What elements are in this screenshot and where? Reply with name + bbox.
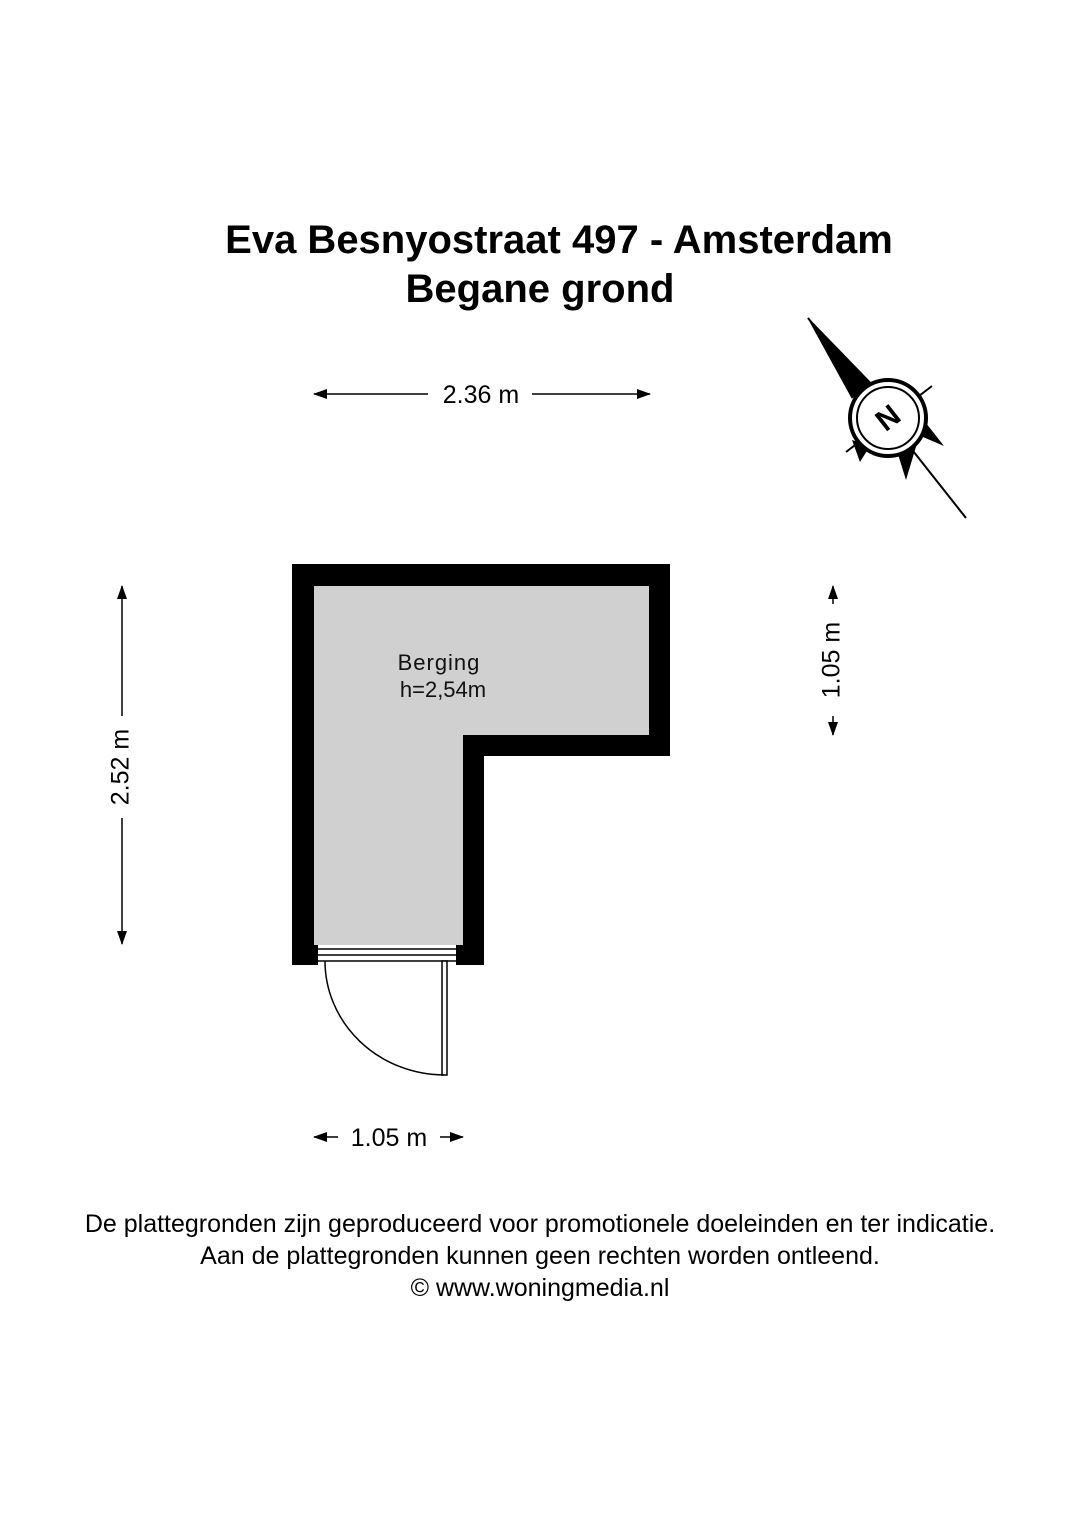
- dimension-bottom-width-label: 1.05 m: [350, 1124, 428, 1152]
- north-arrow-compass-icon: [808, 318, 966, 518]
- compass-north-label: N: [869, 398, 908, 439]
- dimension-right-height-label: 1.05 m: [817, 621, 846, 699]
- floorplan-title: Eva Besnyostraat 497 - Amsterdam: [225, 218, 893, 262]
- disclaimer-line-2: Aan de plattegronden kunnen geen rechten worden ontleend.: [200, 1242, 880, 1270]
- dimension-right-height: [818, 586, 846, 735]
- dimension-top-width: [314, 381, 650, 409]
- dimension-top-width-label: 2.36 m: [442, 381, 520, 409]
- floor-level-title: Begane grond: [405, 267, 675, 311]
- door-icon: [325, 961, 447, 1075]
- dimension-left-height: [107, 586, 135, 944]
- room-berging: [292, 564, 670, 966]
- dimension-left-height-label: 2.52 m: [106, 728, 135, 806]
- copyright-line: © www.woningmedia.nl: [410, 1274, 670, 1302]
- disclaimer-line-1: De plattegronden zijn geproduceerd voor promotionele doeleinden en ter indicatie.: [84, 1210, 996, 1238]
- dimension-bottom-width: [314, 1124, 463, 1152]
- room-height-label: h=2,54m: [399, 677, 487, 702]
- room-name-label: Berging: [397, 650, 481, 675]
